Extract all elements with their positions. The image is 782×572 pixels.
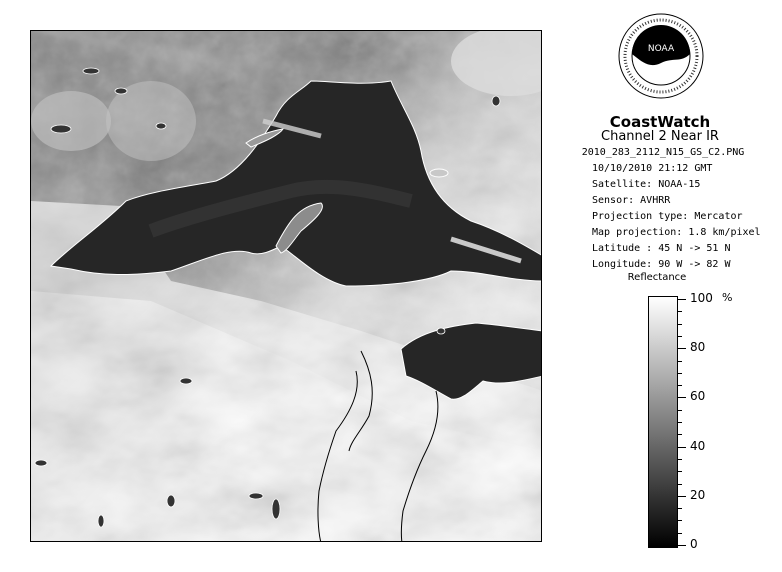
colorbar-minor-tick — [678, 533, 682, 534]
satellite-image-svg — [31, 31, 542, 542]
colorbar-minor-tick — [678, 496, 686, 497]
reflectance-colorbar — [648, 296, 678, 548]
projection-type: Projection type: Mercator — [592, 211, 743, 222]
colorbar-minor-tick — [678, 434, 682, 435]
colorbar-minor-tick — [678, 447, 686, 448]
satellite: Satellite: NOAA-15 — [592, 179, 701, 190]
colorbar-minor-tick — [678, 471, 682, 472]
noaa-logo — [618, 13, 704, 99]
colorbar-title: Reflectance — [627, 272, 687, 283]
colorbar-minor-tick — [678, 348, 686, 349]
latitude-range: Latitude : 45 N -> 51 N — [592, 243, 731, 254]
colorbar-minor-tick — [678, 410, 682, 411]
longitude-range: Longitude: 90 W -> 82 W — [592, 259, 731, 270]
logo-text: NOAA — [647, 44, 675, 54]
organization-title: CoastWatch — [609, 113, 711, 131]
colorbar-minor-tick — [678, 508, 682, 509]
colorbar-minor-tick — [678, 459, 682, 460]
colorbar-minor-tick — [678, 484, 682, 485]
colorbar-minor-tick — [678, 520, 682, 521]
datetime: 10/10/2010 21:12 GMT — [592, 163, 713, 174]
colorbar-tick-label: 60 — [690, 389, 706, 404]
colorbar-minor-tick — [678, 336, 682, 337]
map-projection: Map projection: 1.8 km/pixel — [592, 227, 761, 238]
colorbar-minor-tick — [678, 299, 686, 300]
colorbar-tick-label: 20 — [690, 487, 706, 502]
channel-title: Channel 2 Near IR — [601, 129, 719, 144]
colorbar-tick-label: 100 — [690, 291, 713, 305]
colorbar-minor-tick — [678, 545, 686, 546]
colorbar-minor-tick — [678, 385, 682, 386]
satellite-image — [30, 30, 542, 542]
colorbar-minor-tick — [678, 324, 682, 325]
sensor: Sensor: AVHRR — [592, 195, 671, 206]
colorbar-unit: % — [722, 291, 733, 304]
colorbar-minor-tick — [678, 422, 682, 423]
colorbar-minor-tick — [678, 373, 682, 374]
colorbar-minor-tick — [678, 397, 686, 398]
colorbar-tick-label: 40 — [690, 438, 706, 453]
island — [430, 169, 448, 177]
colorbar-minor-tick — [678, 361, 682, 362]
image-filename: 2010_283_2112_N15_GS_C2.PNG — [581, 147, 745, 158]
colorbar-tick-label: 0 — [690, 537, 698, 551]
cloud-patch-nw — [31, 91, 111, 151]
colorbar-minor-tick — [678, 311, 682, 312]
colorbar-tick-label: 80 — [690, 340, 706, 355]
